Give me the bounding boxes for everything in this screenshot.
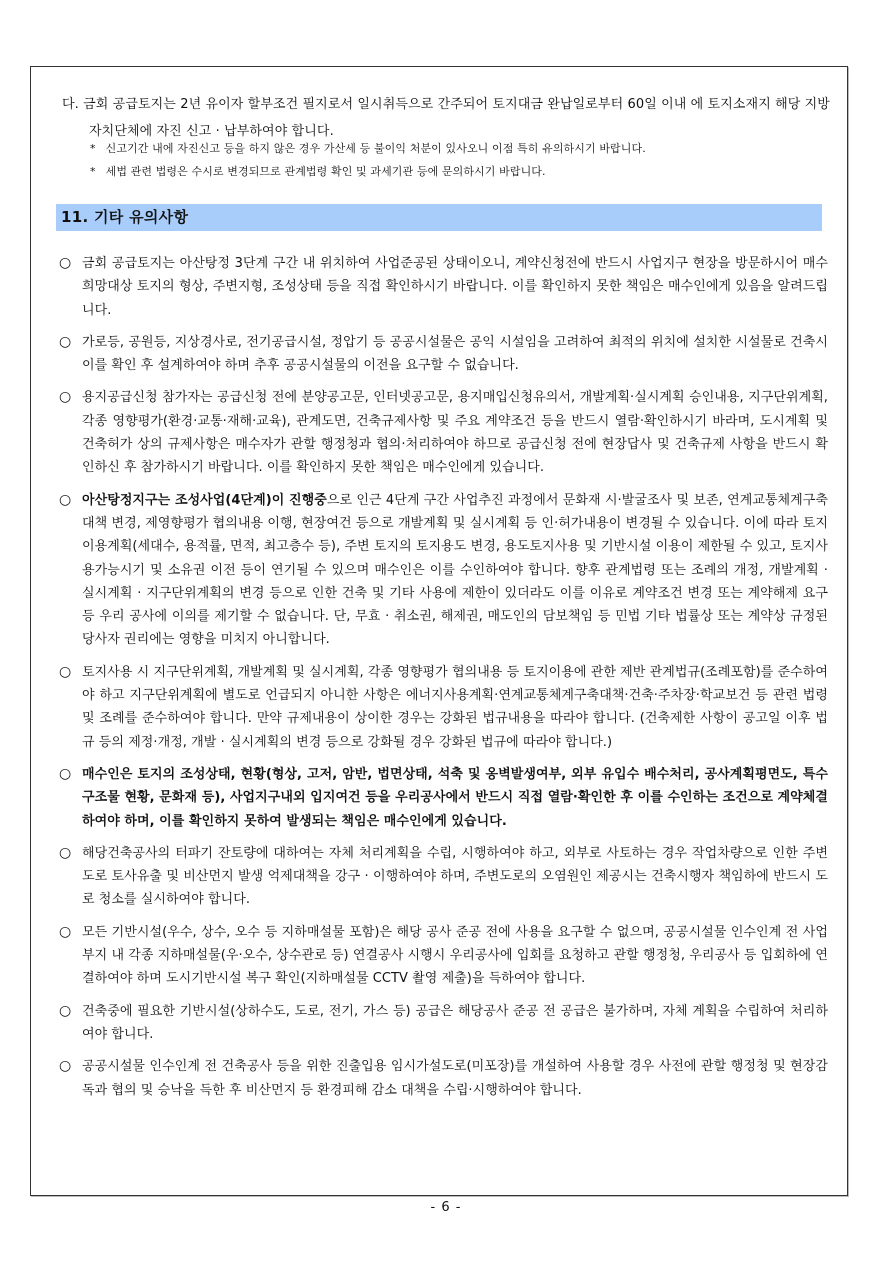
circle-bullet-icon: ○ (59, 663, 72, 680)
tax-notes (90, 137, 830, 183)
circle-bullet-icon: ○ (59, 389, 72, 406)
asterisk-icon: * (90, 165, 96, 178)
circle-bullet-icon: ○ (59, 333, 72, 350)
tax-paragraph-text: 다. 금회 공급토지는 2년 유이자 할부조건 필지로서 일시취득으로 간주되어 토지대금 완납일로부터 60일 이내 에 토지소재지 해당 지방자치단체에 자진 신고 · 납부하여야 합니다. (62, 97, 830, 139)
emphasis-text: 아산탕정지구는 조성사업(4단계)이 진행중 (82, 492, 327, 508)
section-title: 11. 기타 유의사항 (56, 204, 822, 231)
circle-bullet-icon: ○ (59, 844, 72, 861)
circle-bullet-icon: ○ (59, 255, 72, 271)
tax-note: * 신고기간 내에 자진신고 등을 하지 않은 경우 가산세 등 불이익 처분이 있사오니 이점 특히 유의하시기 바랍니다. (90, 137, 830, 160)
emphasis-text: 매수인은 토지의 조성상태, 현황(형상, 고저, 암반, 법면상태, 석축 및 옹벽발생여부, 외부 유입수 배수처리, 공사계획평면도, 특수구조물 현황, 문화재 등), 사업지구내외 입지여건 등을 우리공사에서 반드시 직접 열람·확인한 후 이를 수인하는 조건으로 계약체결 하여야 하며, 이를 확인하지 못하여 발생되는 책임은 매수인에게 있습니다. (82, 766, 828, 829)
circle-bullet-icon: ○ (59, 923, 72, 940)
circle-bullet-icon: ○ (59, 1058, 72, 1075)
list-item: ○ 모든 기반시설(우수, 상수, 오수 등 지하매설물 포함)은 해당 공사 준공 전에 사용을 요구할 수 없으며, 공공시설물 인수인계 전 사업부지 내 각종 지하매설물(우·오수, 상수관로 등) 연결공사 시행시 우리공사에 입회를 요청하고 관할 행정청, 우리공사 등 입회하에 연결하여야 하며 도시기반시설 복구 확인(지하매설물 CCTV 촬영 제출)을 득하여야 합니다. (56, 921, 828, 991)
list-item: ○ 가로등, 공원등, 지상경사로, 전기공급시설, 정압기 등 공공시설물은 공익 시설임을 고려하여 최적의 위치에 설치한 시설물로 건축시 이를 확인 후 설계하여야 하며 추후 공공시설물의 이전을 요구할 수 없습니다. (56, 331, 828, 378)
list-item: ○ 해당건축공사의 터파기 잔토량에 대하여는 자체 처리계획을 수립, 시행하여야 하고, 외부로 사토하는 경우 작업차량으로 인한 주변도로 토사유출 및 비산먼지 발생 억제대책을 강구 · 이행하여야 하며, 주변도로의 오염원인 제공시는 건축시행자 책임하에 반드시 도로 청소를 실시하여야 합니다. (56, 842, 828, 912)
tax-note: * 세법 관련 법령은 수시로 변경되므로 관계법령 확인 및 과세기관 등에 문의하시기 바랍니다. (90, 160, 830, 183)
asterisk-icon: * (90, 142, 96, 155)
list-item: ○ 공공시설물 인수인계 전 건축공사 등을 위한 진출입용 임시가설도로(미포장)를 개설하여 사용할 경우 사전에 관할 행정청 및 현장감독과 협의 및 승낙을 득한 후 비산먼지 등 환경피해 감소 대책을 수립·시행하여야 합니다. (56, 1055, 828, 1102)
list-item: ○ 토지사용 시 지구단위계획, 개발계획 및 실시계획, 각종 영향평가 협의내용 등 토지이용에 관한 제반 관계법규(조례포함)를 준수하여야 하고 지구단위계획에 별도로 언급되지 아니한 사항은 에너지사용계획·연계교통체계구축대책·건축·주차장·학교보건 등 관련 법령 및 조례를 준수하여야 합니다. 만약 규제내용이 상이한 경우는 강화된 법규내용을 따라야 합니다. (건축제한 사항이 공고일 이후 법규 등의 제정·개정, 개발 · 실시계획의 변경 등으로 강화될 경우 강화된 법규에 따라야 합니다.) (56, 661, 828, 754)
list-item (56, 763, 828, 833)
page-number: - 6 - (430, 1200, 462, 1215)
list-item: ○ 아산탕정지구는 조성사업(4단계)이 진행중으로 인근 4단계 구간 사업추진 과정에서 문화재 시·발굴조사 및 보존, 연계교통체계구축대책 변경, 제영향평가 협의내용 이행, 현장여건 등으로 개발계획 및 실시계획 등 인·허가내용이 변경될 수 있습니다. 이에 따라 토지이용계획(세대수, 용적률, 면적, 최고층수 등), 주변 토지의 토지용도 변경, 용도토지사용 및 기반시설 이용이 제한될 수 있고, 토지사용가능시기 및 소유권 이전 등이 연기될 수 있으며 매수인은 이를 수인하여야 합니다. 향후 관계법령 또는 조례의 개정, 개발계획 · 실시계획 · 지구단위계획의 변경 등으로 인한 건축 및 기타 사용에 제한이 있더라도 이를 이유로 계약조건 변경 또는 계약해제 요구 등 우리 공사에 이의를 제기할 수 없습니다. 단, 무효 · 취소권, 해제권, 매도인의 담보책임 등 민법 기타 법률상 또는 계약상 규정된 당사자 권리에는 영향을 미치지 아니합니다. (56, 489, 828, 652)
circle-bullet-icon: ○ (59, 491, 72, 508)
circle-bullet-icon: ○ (59, 1002, 72, 1019)
precautions-list (56, 252, 828, 1111)
list-item: ○ 건축중에 필요한 기반시설(상하수도, 도로, 전기, 가스 등) 공급은 해당공사 준공 전 공급은 불가하며, 자체 계획을 수립하여 처리하여야 합니다. (56, 1000, 828, 1047)
list-item: ○ 금회 공급토지는 아산탕정 3단계 구간 내 위치하여 사업준공된 상태이오니, 계약신청전에 반드시 사업지구 현장을 방문하시어 매수희망대상 토지의 형상, 주변지형, 조성상태 등을 직접 확인하시기 바랍니다. 이를 확인하지 못한 책임은 매수인에게 있음을 알려드립니다. (56, 252, 828, 322)
list-item: ○ 용지공급신청 참가자는 공급신청 전에 분양공고문, 인터넷공고문, 용지매입신청유의서, 개발계획·실시계획 승인내용, 지구단위계획, 각종 영향평가(환경·교통·재해·교육), 관계도면, 건축규제사항 및 주요 계약조건 등을 반드시 열람·확인하시기 바라며, 도시계획 및 건축허가 상의 규제사항은 매수자가 관할 행정청과 협의·처리하여야 하므로 공급신청 전에 현장답사 및 건축규제 사항을 반드시 확인하신 후 참가하시기 바랍니다. 이를 확인하지 못한 책임은 매수인에게 있습니다. (56, 386, 828, 479)
circle-bullet-icon: ○ (59, 765, 72, 782)
